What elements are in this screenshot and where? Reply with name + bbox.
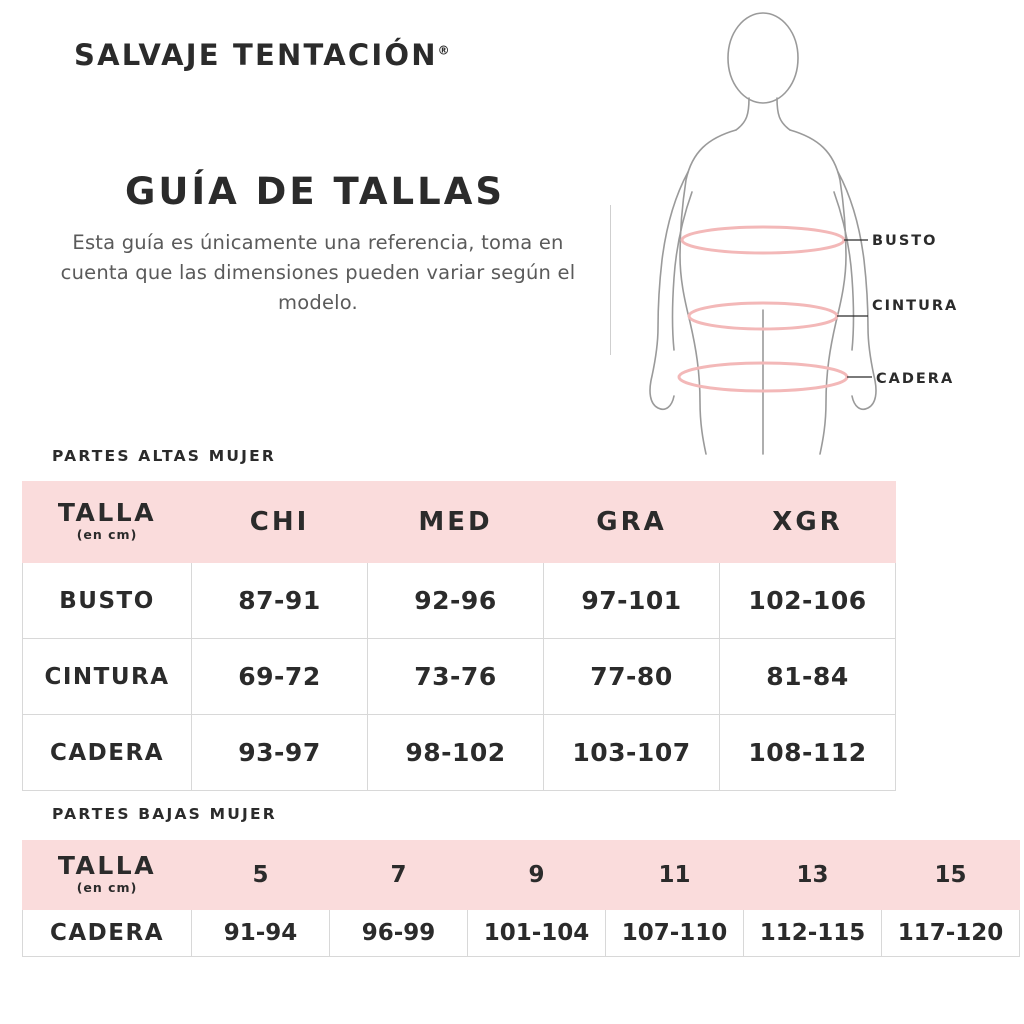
- bottoms-size-table: [22, 840, 1020, 957]
- bottoms-corner-main: TALLA: [57, 851, 157, 880]
- label-cintura: CINTURA: [872, 298, 959, 314]
- figure-head: [728, 13, 798, 103]
- tops-cell-0-3: 102-106: [720, 563, 896, 639]
- bottoms-size-header-5: [882, 841, 1020, 910]
- tops-row-label-1: CINTURA: [23, 639, 192, 715]
- bottoms-cell-0-0: 91-94: [192, 910, 330, 957]
- tops-row-label-2: CADERA: [23, 715, 192, 791]
- bottoms-size-header-2: [468, 841, 606, 910]
- tops-cell-1-1: 73-76: [368, 639, 544, 715]
- bottoms-cell-0-3: 107-110: [606, 910, 744, 957]
- tops-size-header-2: [544, 482, 720, 563]
- label-cadera: CADERA: [876, 371, 955, 387]
- bottoms-cell-0-1: 96-99: [330, 910, 468, 957]
- figure-right-side: [790, 130, 846, 454]
- brand-logo: [74, 38, 450, 72]
- figure-left-side: [680, 130, 736, 454]
- section-heading-tops: PARTES ALTAS MUJER: [52, 447, 277, 465]
- tops-size-label-3: XGR: [772, 507, 843, 537]
- tops-cell-2-0: 93-97: [192, 715, 368, 791]
- registered-mark: ®: [437, 43, 450, 58]
- table-header-row: [23, 482, 896, 563]
- bottoms-size-label-3: 11: [658, 862, 691, 888]
- table-row: [23, 715, 896, 791]
- brand-name: SALVAJE TENTACIÓN: [74, 38, 438, 72]
- table-header-row: [23, 841, 1020, 910]
- tops-size-header-1: [368, 482, 544, 563]
- tops-size-header-3: [720, 482, 896, 563]
- table-row: [23, 563, 896, 639]
- tops-corner-sub: (en cm): [76, 527, 138, 542]
- tops-cell-0-2: 97-101: [544, 563, 720, 639]
- bottoms-cell-0-2: 101-104: [468, 910, 606, 957]
- tops-cell-2-2: 103-107: [544, 715, 720, 791]
- bottoms-corner-sub: (en cm): [76, 880, 138, 895]
- bottoms-cell-0-4: 112-115: [744, 910, 882, 957]
- page-description: Esta guía es únicamente una referencia, toma en cuenta que las dimensiones pueden variar según el modelo.: [60, 231, 576, 314]
- tops-cell-1-3: 81-84: [720, 639, 896, 715]
- body-figure-svg: [600, 10, 1020, 470]
- bottoms-row-label-0: CADERA: [23, 910, 192, 957]
- figure-neck-right: [777, 98, 790, 130]
- tops-cell-0-0: 87-91: [192, 563, 368, 639]
- bottoms-cell-0-5: 117-120: [882, 910, 1020, 957]
- bust-measure-line: [682, 227, 844, 253]
- bottoms-size-header-1: [330, 841, 468, 910]
- tops-cell-1-0: 69-72: [192, 639, 368, 715]
- tops-corner-main: TALLA: [57, 498, 157, 527]
- tops-cell-0-1: 92-96: [368, 563, 544, 639]
- tops-size-label-0: CHI: [249, 507, 310, 537]
- tops-corner-cell: [23, 482, 192, 563]
- bottoms-size-label-1: 7: [390, 862, 407, 888]
- figure-neck-left: [736, 98, 749, 130]
- tops-cell-2-3: 108-112: [720, 715, 896, 791]
- label-busto: BUSTO: [872, 233, 938, 249]
- bottoms-size-header-3: [606, 841, 744, 910]
- bottoms-corner-cell: [23, 841, 192, 910]
- tops-cell-2-1: 98-102: [368, 715, 544, 791]
- tops-size-table: [22, 481, 896, 791]
- table-row: [23, 910, 1020, 957]
- page-title: GUÍA DE TALLAS: [124, 170, 505, 213]
- bottoms-size-label-5: 15: [934, 862, 967, 888]
- bottoms-size-header-0: [192, 841, 330, 910]
- section-heading-bottoms: PARTES BAJAS MUJER: [52, 805, 277, 823]
- body-figure: [600, 10, 1020, 470]
- tops-cell-1-2: 77-80: [544, 639, 720, 715]
- bottoms-size-label-4: 13: [796, 862, 829, 888]
- tops-size-label-1: MED: [418, 507, 493, 537]
- tops-size-label-2: GRA: [596, 507, 667, 537]
- table-row: [23, 639, 896, 715]
- tops-size-header-0: [192, 482, 368, 563]
- bottoms-size-header-4: [744, 841, 882, 910]
- tops-row-label-0: BUSTO: [23, 563, 192, 639]
- bottoms-size-label-2: 9: [528, 862, 545, 888]
- bottoms-size-label-0: 5: [252, 862, 269, 888]
